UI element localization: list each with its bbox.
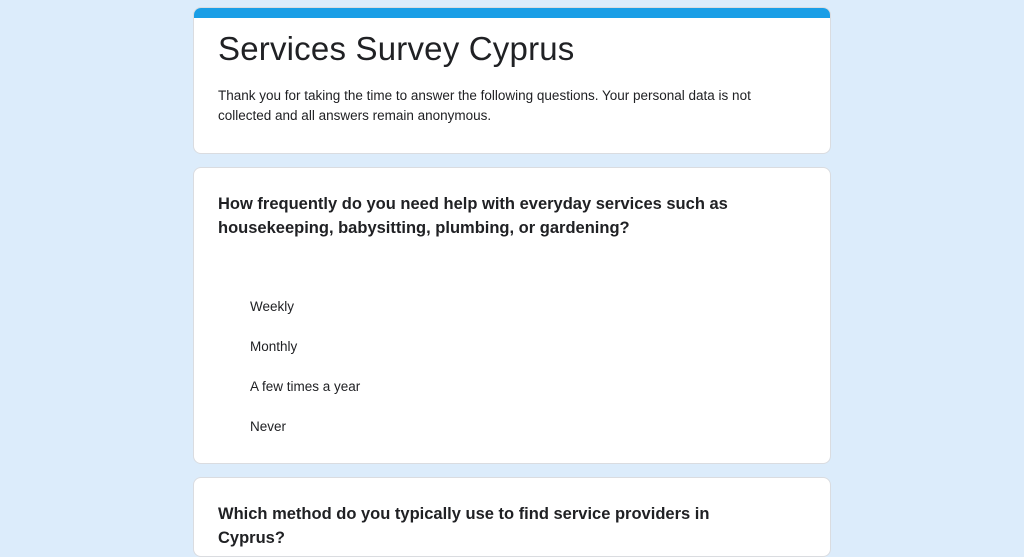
form-description: Thank you for taking the time to answer the following questions. Your personal data is not collected and all answers remain anonymous. xyxy=(218,88,751,123)
radio-button[interactable] xyxy=(218,337,236,355)
radio-button[interactable] xyxy=(218,297,236,315)
question-card-frequency xyxy=(193,167,831,464)
option-label: Weekly xyxy=(250,298,295,314)
option-label: Never xyxy=(250,418,287,434)
option-label: Monthly xyxy=(250,338,298,354)
question-title: How frequently do you need help with everyday services such as housekeeping, babysitting, plumbing, or gardening? xyxy=(218,195,728,237)
option-label: A few times a year xyxy=(250,378,361,394)
question-title: Which method do you typically use to find service providers in Cyprus? xyxy=(218,505,710,547)
form-title: Services Survey Cyprus xyxy=(218,30,575,67)
option-few-times-a-year[interactable] xyxy=(218,366,778,406)
option-never[interactable] xyxy=(218,406,778,446)
option-weekly[interactable] xyxy=(218,286,778,326)
radio-button[interactable] xyxy=(218,417,236,435)
form-container xyxy=(193,7,831,557)
option-monthly[interactable] xyxy=(218,326,778,366)
radio-group-frequency xyxy=(218,286,778,446)
form-header-card xyxy=(193,7,831,154)
header-accent-bar xyxy=(194,8,830,18)
question-card-method xyxy=(193,477,831,557)
radio-button[interactable] xyxy=(218,377,236,395)
